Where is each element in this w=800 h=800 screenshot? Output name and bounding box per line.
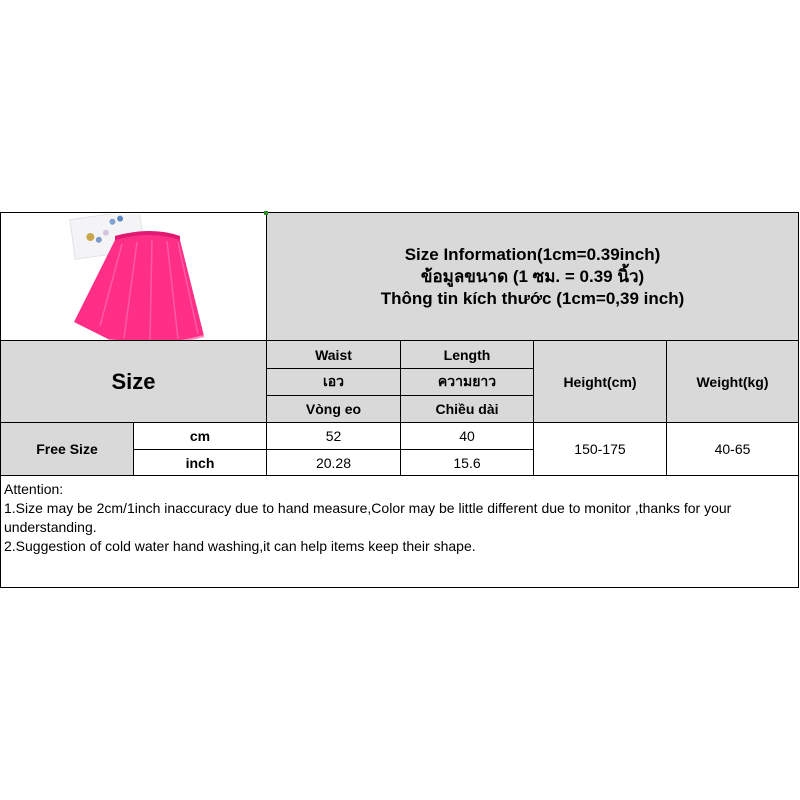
waist-header-vi: Vòng eo [266,395,401,423]
title-english: Size Information(1cm=0.39inch) [404,244,661,264]
notes-heading: Attention: [4,481,64,497]
size-header: Size [0,340,267,423]
height-value: 150-175 [533,422,667,476]
waist-header-en: Waist [266,340,401,369]
attention-notes [0,475,799,588]
length-header-vi: Chiều dài [400,395,534,423]
length-header-th: ความยาว [400,368,534,396]
free-size-label: Free Size [0,422,134,476]
waist-header-th: เอว [266,368,401,396]
tutu-skirt-image [2,214,266,340]
unit-cm: cm [133,422,267,450]
waist-cm-value: 52 [266,422,401,450]
length-cm-value: 40 [400,422,534,450]
length-inch-value: 15.6 [400,449,534,476]
unit-inch: inch [133,449,267,476]
size-info-title [266,212,799,341]
weight-header: Weight(kg) [666,340,799,423]
height-header: Height(cm) [533,340,667,423]
corner-marker [264,211,268,215]
length-header-en: Length [400,340,534,369]
notes-line-1: 1.Size may be 2cm/1inch inaccuracy due to hand measure,Color may be little different due to monitor ,thanks for your understanding. [4,500,732,535]
title-vietnamese: Thông tin kích thước (1cm=0,39 inch) [380,288,685,308]
product-photo-cell [0,212,267,341]
notes-line-2: 2.Suggestion of cold water hand washing,it can help items keep their shape. [4,538,476,554]
waist-inch-value: 20.28 [266,449,401,476]
size-chart [0,212,799,588]
title-thai: ข้อมูลขนาด (1 ซม. = 0.39 นิ้ว) [420,266,645,286]
weight-value: 40-65 [666,422,799,476]
